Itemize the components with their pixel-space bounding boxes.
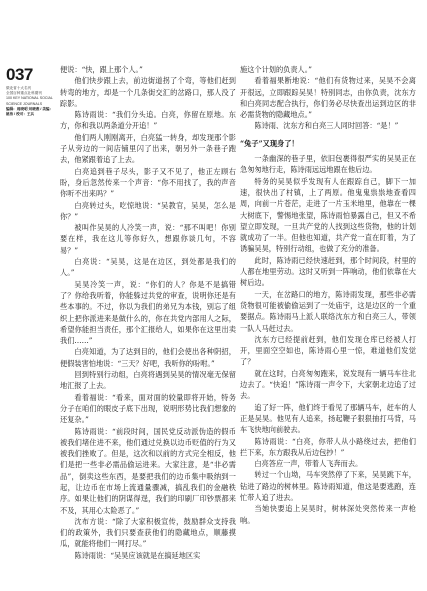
article-paragraph: 看着福果断地说：“他们有货物过来，吴昊不会离开很远，立即跟踪吴昊！特别同志，由你负责，沈东方和白亮同志配合执行，你们务必尽快查出运到边区的非必需货物的隐藏地点。”: [240, 76, 416, 120]
article-paragraph: 便说：“快，跟上那个人。”: [60, 65, 143, 74]
article-paragraph: 一天，在岔路口的地方，陈诗雨发现，那些非必需货物很可能被偷偷运到了一处庙宇，这是边区的一个重要据点。陈诗雨马上派人联络沈东方和白亮三人，带领一队人马赶过去。: [240, 289, 416, 333]
article-paragraph: 陈诗雨说：“我们分头追。白亮，你留在原地。东方，你和我以两条道分开追！”: [60, 110, 236, 131]
article-paragraph: 陈诗雨说：“白亮，你带人从小路绕过去，把他们拦下来，东方跟我从后边包抄！”: [240, 436, 416, 457]
article-paragraph: 他们快步跟上去，前边街道拐了个弯，等他们赶到转弯的地方，却是一个几条街交汇的岔路口，那人没了踪影。: [60, 76, 236, 108]
journal-honors: [6, 86, 56, 117]
masthead: [6, 66, 56, 117]
article-paragraph: 白亮转过头，吃惊地说：“吴教官，吴昊，怎么是你？”: [60, 200, 236, 221]
article-paragraph: 他们两人刚刚离开，白亮猛一转身，却发现那个影子从旁边的一间店铺里闪了出来，朝另外一条巷子跑去，他紧跟着追了上去。: [60, 132, 236, 165]
article-paragraph: 转过一个山坳，马车突然停了下来，吴昊跳下车，钻进了路边的树林里。陈诗雨知道，他这是要逃跑，连忙带人追了进去。: [240, 470, 416, 502]
issue-number: 037: [6, 65, 33, 84]
article-paragraph: 当她快要追上吴昊时，树林深处突然传来一声枪响。: [240, 504, 416, 525]
article-paragraph: 白亮知道，为了达到目的，他们会使出各种阴招，便假装害怕地说：“三天？好吧，我听你的吩咐。”: [60, 347, 236, 368]
article-paragraph: 被叫作吴昊的人冷笑一声，说：“那不叫吧！你别要在样，我在这儿等你好久，想跟你谈几句，不容易？”: [60, 223, 236, 255]
article-paragraph: 此时，陈诗雨已经快速赶到，那个时间段，村里的人都在地里劳动。这时又听到一阵响动，他们依靠在大树后边。: [240, 255, 416, 288]
article-paragraph: 就在这时，白亮匆匆跑来，说发现有一辆马车往北边去了。“快追！”陈诗雨一声令下，大家朝北边追了过去。: [240, 368, 416, 401]
article-paragraph: 白亮说：“吴昊，这是在边区，到处都是我们的人。”: [60, 257, 236, 278]
article-paragraph: 回到特别行动组，白亮将遇到吴昊的情况毫无保留地汇报了上去。: [60, 370, 236, 391]
article-column-right: [240, 64, 416, 580]
honor-line: 全国百种重点社科期刊: [6, 91, 42, 96]
article-paragraph: 陈诗雨说：“前段时间，国民党反动派伪造的假币被我们堵住进不来，他们通过兑换以边币贬值的行为又被我们挫败了。但是，这次和以前的方式完全相反，他们是把一些非必需品偷运进来。大家注意，是“非必需品”，倒卖这些东西，是要把我们的边币集中吸纳到一起，让边币在市场上流通量骤减，搞乱我们的金融秩序。如果让他们的阴谋得逞，我们的印刷厂印钞票都来不及，其用心太险恶了。”: [60, 426, 236, 515]
honor-line: 100 KEY NATIONAL SOCIAL: [6, 96, 53, 101]
article-column-left: [60, 64, 236, 580]
section-heading: “兔子”又现身了！: [240, 138, 299, 148]
article-paragraph: 沈东方已经提前赶到，他们发现仓库已经被人打开，里面空空如也，陈诗雨心里一惊，难道他们发觉了？: [240, 334, 416, 367]
article-paragraph: 沈布方说：“除了大家积极宣传，鼓励群众支持我们的政策外，我们只要查获他们的隐藏地点，顺藤摸瓜，就能将他们一网打尽。”: [60, 516, 236, 549]
article-paragraph: 吴昊冷笑一声，说：“你们的人？你是不是搞错了？你给我听着，你能躲过共党的审查，说明你还是有些本事的。不过，你以为我们的弟兄为本钱，别忘了组织上把你派进来是做什么的，你在共党内部用人之际，希望你能担当责任，那个汇报给人，如果你在这里出卖我们……”: [60, 279, 236, 346]
article-paragraph: 特务的吴昊似乎发现有人在跟踪自己，脚下一加速，很快出了村镇，上了两原。他鬼鬼祟祟地查看四周，向前一片苍茫，走进了一片玉米地里，他靠在一棵大树底下，警惕地张望，陈诗雨怕暴露自己，但又不希望立即发现，一旦共产党的人找到这些货物，他的计划就成功了一半。但他也知道，共产党一直在盯着，为了诱骗吴昊，特别行动组，也做了充分的准备。: [240, 176, 416, 254]
honor-line: 微北省十大名刊: [6, 86, 32, 90]
article-paragraph: 追了好一阵，他们终于看见了那辆马车，赶车的人正是吴昊。他见有人追来，扬起鞭子狠狠抽打马背，马车飞快地向前驶去。: [240, 402, 416, 435]
article-paragraph: 陈诗雨、沈东方和白亮三人同时回答：“是！”: [254, 121, 399, 131]
article-paragraph: 白亮答应一声，带着人飞奔而去。: [254, 459, 363, 469]
article-paragraph: 白亮追到巷子尽头，影子又不见了，他正左顾右盼，身后忽然传来一个声音：“你不用找了，我的声音你听不出来吗？”: [60, 166, 236, 199]
article-paragraph: 施这个计划的负责人。”: [240, 65, 312, 74]
article-paragraph: 看着福说：“看来，面对面的较量即将开始，特务分子在咱们的眼皮子底下出现，说明形势比我们想象的还复杂。”: [60, 392, 236, 425]
article-paragraph: 一条幽深的巷子里，依旧包裹得很严实的吴昊正在急匆匆地行走，陈诗雨远远地跟在他后边。: [240, 154, 416, 175]
editor-credits: 编辑：周晓明 刘晓燕 / 美编：姚伟 / 校对：王兵: [6, 106, 54, 117]
honor-line: SCIENCE JOURNALS: [6, 101, 43, 106]
article-paragraph: 陈诗雨说：“吴昊应该就是在搞延地区实: [74, 550, 201, 560]
